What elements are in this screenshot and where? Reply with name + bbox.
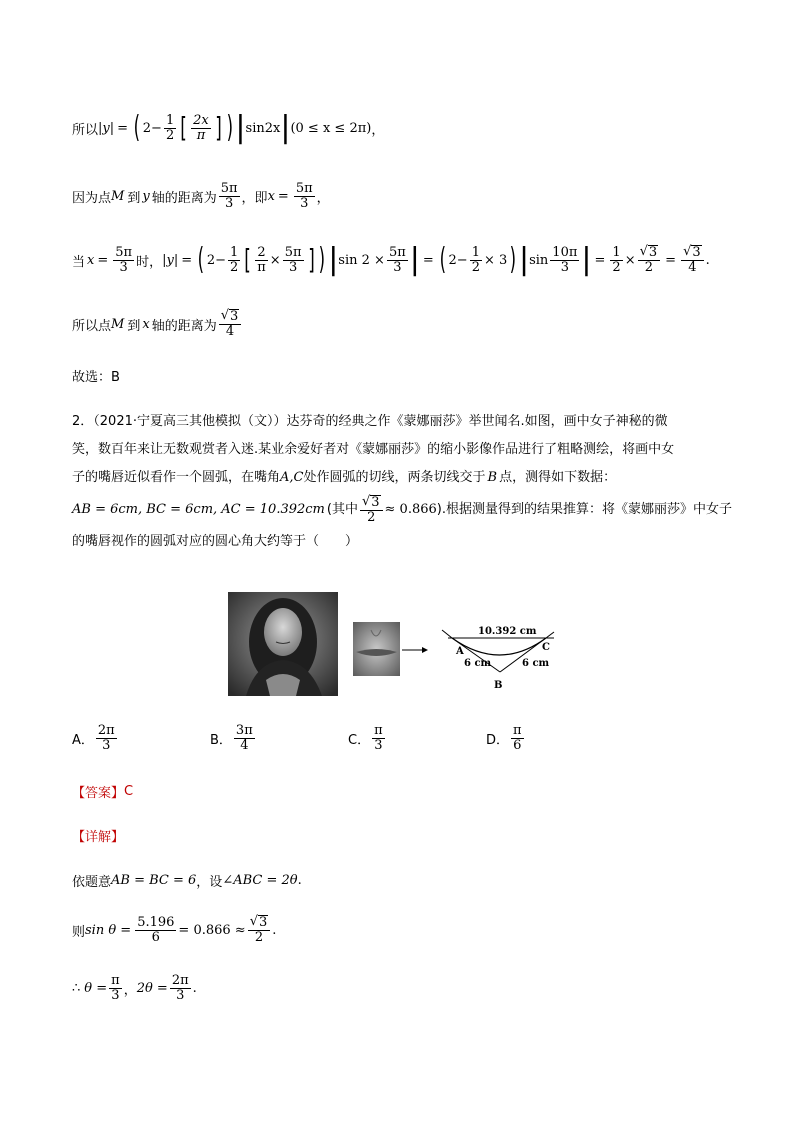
text: ， xyxy=(316,190,330,206)
text: 所以点 xyxy=(72,318,112,334)
fraction: √ 3 4 xyxy=(681,245,704,274)
option-d[interactable]: D． $\frac{\pi}{6}$ xyxy=(486,723,522,753)
mona-lisa-image xyxy=(228,592,338,696)
detail-tag: 【详解】 xyxy=(72,829,125,845)
lips-closeup-image xyxy=(353,622,400,676)
math: x xyxy=(267,188,275,204)
math: − xyxy=(215,252,227,268)
fraction: $\frac{1}{2}$ xyxy=(612,244,621,275)
math: = xyxy=(181,252,193,268)
text: 到 xyxy=(127,318,141,334)
paren: ( xyxy=(133,110,141,145)
text: 故选：B xyxy=(72,369,120,385)
formula-line-4 xyxy=(72,304,243,344)
math: (0 ≤ x ≤ 2π) xyxy=(290,120,372,136)
question-figure xyxy=(226,590,572,696)
bracket: ] xyxy=(214,111,222,144)
text: 因为点 xyxy=(72,190,112,206)
math: |y| xyxy=(162,252,179,268)
label-ab: 6 cm xyxy=(464,658,492,669)
math: x xyxy=(142,316,150,332)
fraction: √ 3 2 xyxy=(638,245,661,274)
abs-bar: | xyxy=(328,242,339,277)
paren: ( xyxy=(439,242,446,277)
label-b: B xyxy=(494,680,503,691)
label-bc: 6 cm xyxy=(522,658,550,669)
math: 2 xyxy=(448,252,457,268)
q2-line-4: AB = 6cm, BC = 6cm, AC = 10.392cm (其中 √ 3 2 ≈ 0.866 ).根据测量得到的结果推算：将《蒙娜丽莎》中女子 xyxy=(72,494,732,525)
abs-bar: | xyxy=(280,110,291,145)
math: = xyxy=(117,120,129,136)
math: sin 2 × xyxy=(338,252,385,268)
math: 2 xyxy=(142,120,152,136)
math: × xyxy=(624,252,636,268)
fraction: $\frac{5\pi}{3}$ xyxy=(115,244,133,275)
label-c: C xyxy=(542,642,550,653)
math: sin2x xyxy=(245,120,281,136)
math: y xyxy=(142,188,150,204)
fraction: $\frac{5\pi}{3}$ xyxy=(284,244,302,275)
arc-diagram xyxy=(442,626,554,691)
label-a: A xyxy=(456,646,464,657)
answer-value: C xyxy=(124,783,134,799)
answer-tag: 【答案】 xyxy=(72,785,125,801)
q2-line-3: 子的嘴唇近似看作一个圆弧，在嘴角A,C处作圆弧的切线，两条切线交于 B 点，测得如下数据： xyxy=(72,470,617,485)
q2-line-5: 的嘴唇视作的圆弧对应的圆心角大约等于（ ） xyxy=(72,534,359,549)
math: M xyxy=(111,316,125,332)
fraction: $\frac{5\pi}{3}$ xyxy=(295,180,313,211)
fraction: $\frac{10\pi}{3}$ xyxy=(552,244,578,275)
math: = xyxy=(277,188,289,204)
choice-line xyxy=(72,364,120,386)
math: = xyxy=(97,252,109,268)
text: ，即 xyxy=(241,190,268,206)
fraction: $\frac{1}{2}$ xyxy=(471,244,480,275)
abs-bar: | xyxy=(235,110,246,145)
paren: ( xyxy=(197,242,205,277)
paren: ) xyxy=(319,242,326,277)
label-ac: 10.392 cm xyxy=(478,626,537,637)
text: 轴的距离为 xyxy=(151,190,217,206)
question-2 xyxy=(72,408,732,556)
math: − xyxy=(151,120,162,136)
math: = xyxy=(665,252,677,268)
math: 2 xyxy=(206,252,216,268)
formula-line-2 xyxy=(72,176,330,216)
q2-line-1: 2．（2021·宁夏高三其他模拟（文））达芬奇的经典之作《蒙娜丽莎》举世闻名.如图，画中女子神秘的微 xyxy=(72,414,668,429)
text: 所以 xyxy=(72,122,99,138)
abs-bar: | xyxy=(518,242,530,277)
fraction: $\frac{2x}{\pi}$ xyxy=(193,112,209,143)
arrow-icon xyxy=(402,647,428,653)
bracket: [ xyxy=(180,111,187,144)
math: = xyxy=(594,252,606,268)
abs-bar: | xyxy=(409,242,420,277)
q2-line-2: 笑，数百年来让无数观赏者入迷.某业余爱好者对《蒙娜丽莎》的缩小影像作品进行了粗略测绘，将画中女 xyxy=(72,442,675,457)
math: M xyxy=(111,188,125,204)
math: × xyxy=(269,252,281,268)
fraction: $\frac{1}{2}$ xyxy=(165,112,175,143)
fraction: $\frac{5\pi}{3}$ xyxy=(220,180,238,211)
solution-step-1: 依题意 AB = BC = 6 ，设 ∠ABC = 2θ . xyxy=(72,872,302,890)
fraction: $\frac{2}{\pi}$ xyxy=(257,244,266,275)
formula-line-3 xyxy=(72,238,710,282)
solution-step-2: 则 sin θ = $\frac{5.196}{6}$ = 0.866 ≈ √ 3 2 . xyxy=(72,914,277,945)
text: 到 xyxy=(127,190,141,206)
option-c[interactable]: C． $\frac{\pi}{3}$ xyxy=(348,723,383,753)
math: − xyxy=(456,252,468,268)
math: × 3 xyxy=(483,252,508,268)
math: . xyxy=(705,252,710,268)
formula-line-1 xyxy=(72,108,384,148)
option-a[interactable]: A． $\frac{2\pi}{3}$ xyxy=(72,723,115,753)
text: ， xyxy=(371,122,385,138)
text: 时， xyxy=(136,254,163,270)
solution-step-3: ∴ θ = $\frac{\pi}{3}$ ， 2θ = $\frac{2\pi}{3}$ . xyxy=(72,972,197,1003)
math: = xyxy=(422,252,434,268)
fraction: $\frac{5\pi}{3}$ xyxy=(388,244,406,275)
text: 当 xyxy=(72,254,86,270)
math: sin xyxy=(529,252,549,268)
math: x xyxy=(87,252,95,268)
answer-line xyxy=(72,780,133,802)
paren: ) xyxy=(226,110,233,145)
bracket: [ xyxy=(244,243,252,276)
fraction: $\frac{1}{2}$ xyxy=(230,244,239,275)
bracket: ] xyxy=(307,243,315,276)
paren: ) xyxy=(509,242,517,277)
fraction: √ 3 4 xyxy=(219,309,242,338)
option-b[interactable]: B． $\frac{3\pi}{4}$ xyxy=(210,723,253,753)
math: |y| xyxy=(98,120,115,136)
text: 轴的距离为 xyxy=(151,318,217,334)
detail-line xyxy=(72,824,124,846)
abs-bar: | xyxy=(581,242,592,277)
